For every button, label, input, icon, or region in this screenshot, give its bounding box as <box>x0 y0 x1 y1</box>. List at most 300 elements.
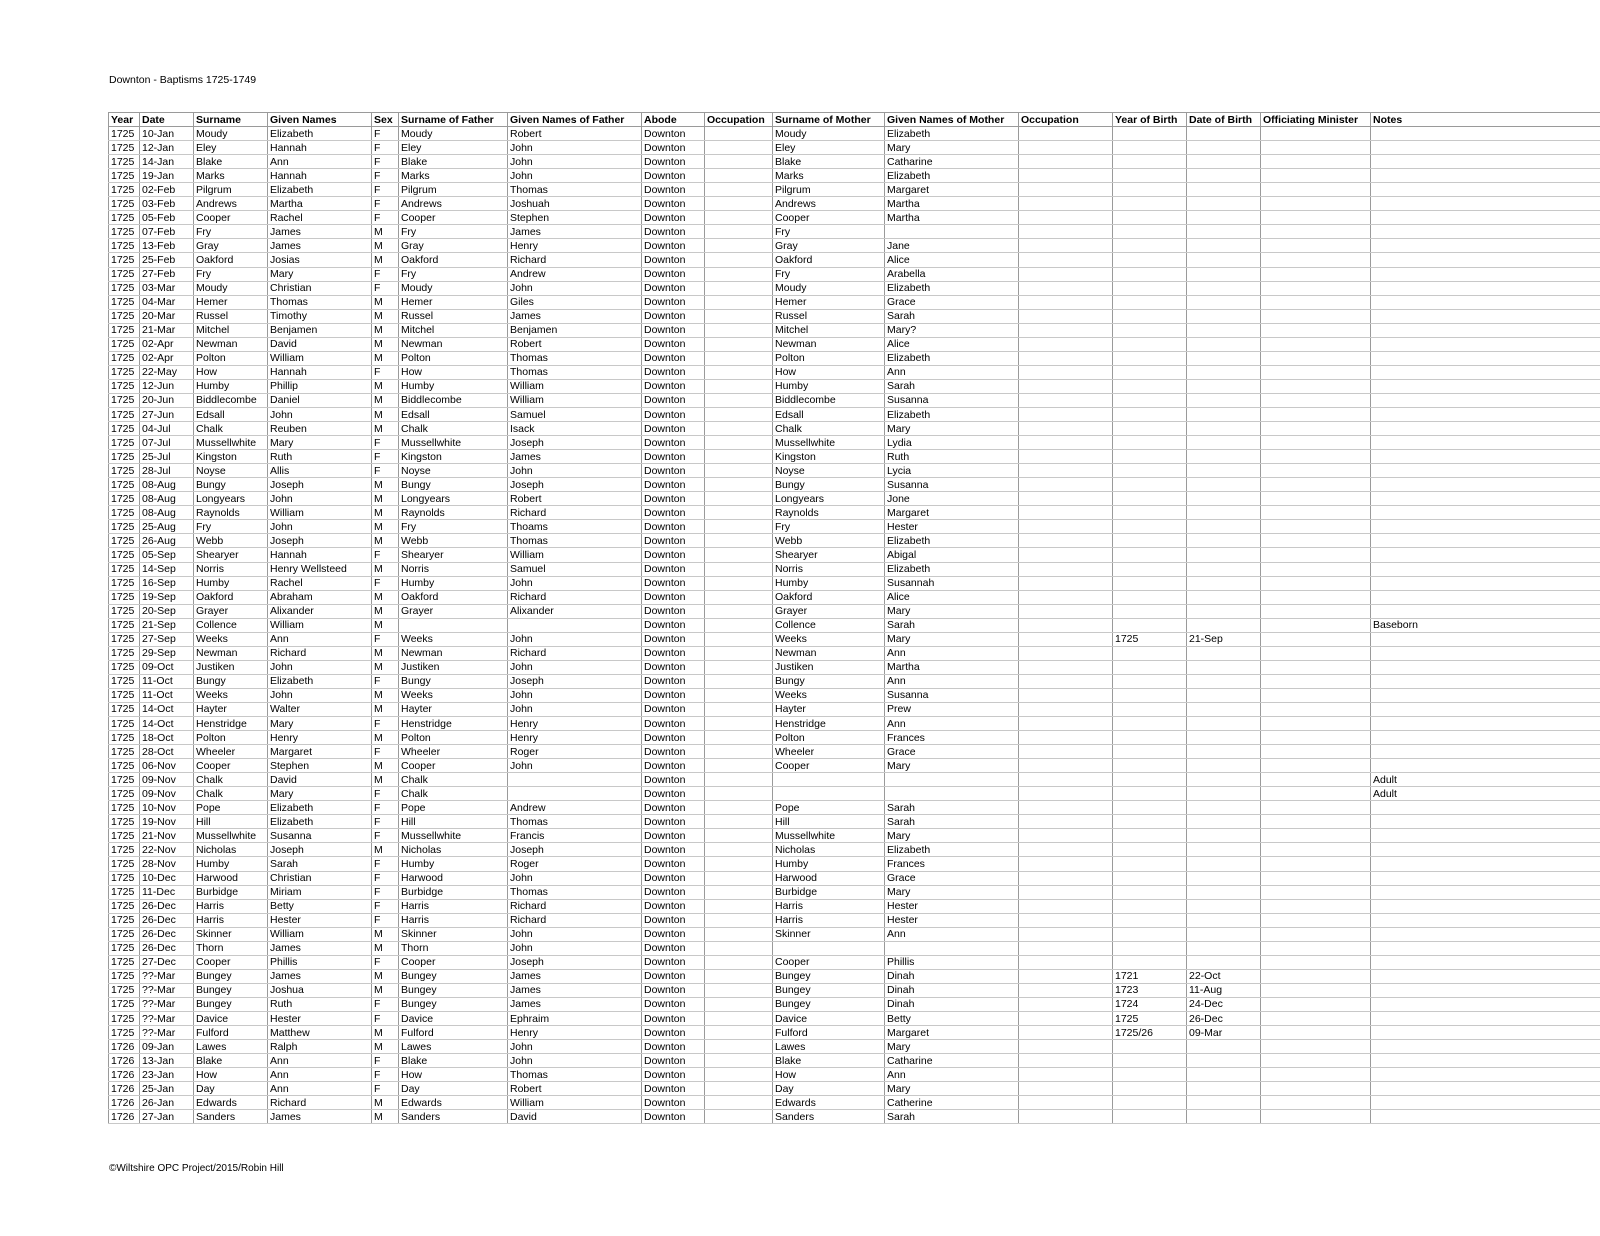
table-cell <box>1261 548 1371 562</box>
table-cell <box>1187 801 1261 815</box>
table-cell <box>1113 702 1187 716</box>
table-cell <box>1187 239 1261 253</box>
table-cell: Weeks <box>773 632 885 646</box>
table-cell <box>1261 843 1371 857</box>
table-cell: Downton <box>642 717 705 731</box>
table-row <box>109 759 1600 773</box>
table-cell: Fulford <box>773 1026 885 1040</box>
table-row <box>109 717 1600 731</box>
table-cell <box>705 337 773 351</box>
table-cell <box>1371 1054 1600 1068</box>
table-cell: Fry <box>194 225 268 239</box>
table-cell <box>1019 955 1113 969</box>
table-cell <box>1019 436 1113 450</box>
table-cell: F <box>372 801 399 815</box>
table-cell <box>1261 590 1371 604</box>
table-cell: Richard <box>508 646 642 660</box>
table-cell: Sanders <box>399 1110 508 1124</box>
table-cell: 1726 <box>109 1082 140 1096</box>
table-cell: Newman <box>399 646 508 660</box>
table-cell: Richard <box>508 590 642 604</box>
table-cell: Lawes <box>194 1040 268 1054</box>
table-cell: Joseph <box>508 478 642 492</box>
table-cell: Burbidge <box>773 885 885 899</box>
table-cell: Ann <box>885 646 1019 660</box>
table-cell: Downton <box>642 997 705 1011</box>
table-cell: Justiken <box>773 660 885 674</box>
table-cell <box>1019 548 1113 562</box>
table-cell <box>1187 478 1261 492</box>
table-cell <box>1113 478 1187 492</box>
table-cell: 16-Sep <box>140 576 194 590</box>
column-header: Year <box>109 113 140 127</box>
table-cell <box>1261 127 1371 141</box>
table-cell <box>1113 506 1187 520</box>
table-cell <box>705 169 773 183</box>
table-cell: Mitchel <box>399 323 508 337</box>
table-cell: Richard <box>508 253 642 267</box>
table-cell: Edwards <box>773 1096 885 1110</box>
table-cell: Richard <box>508 913 642 927</box>
table-cell <box>1261 801 1371 815</box>
table-cell: Hill <box>194 815 268 829</box>
table-cell: Newman <box>194 337 268 351</box>
table-cell: Hester <box>268 1012 372 1026</box>
table-cell: Elizabeth <box>268 183 372 197</box>
table-cell <box>1019 450 1113 464</box>
table-cell: Miriam <box>268 885 372 899</box>
table-cell: Joseph <box>508 674 642 688</box>
table-cell <box>1261 309 1371 323</box>
table-cell: 07-Feb <box>140 225 194 239</box>
table-cell: Collence <box>773 618 885 632</box>
table-cell: Walter <box>268 702 372 716</box>
table-cell: John <box>508 464 642 478</box>
column-header: Given Names of Father <box>508 113 642 127</box>
table-cell: James <box>508 983 642 997</box>
table-cell: Dinah <box>885 969 1019 983</box>
table-cell <box>1019 773 1113 787</box>
table-cell <box>1371 534 1600 548</box>
table-cell: Elizabeth <box>885 351 1019 365</box>
table-cell: Bungey <box>194 983 268 997</box>
table-cell <box>1371 393 1600 407</box>
table-cell: Benjamen <box>508 323 642 337</box>
table-cell: 1725 <box>109 717 140 731</box>
table-cell: Downton <box>642 337 705 351</box>
table-cell: M <box>372 478 399 492</box>
table-row <box>109 604 1600 618</box>
table-cell: Isack <box>508 422 642 436</box>
table-cell: 1725 <box>109 127 140 141</box>
table-row <box>109 646 1600 660</box>
table-cell: Norris <box>773 562 885 576</box>
table-cell <box>1261 983 1371 997</box>
table-cell <box>1113 590 1187 604</box>
table-cell: Dinah <box>885 997 1019 1011</box>
table-cell <box>1187 464 1261 478</box>
table-cell: Harwood <box>399 871 508 885</box>
table-cell: Noyse <box>399 464 508 478</box>
column-header: Occupation <box>1019 113 1113 127</box>
table-cell <box>1113 141 1187 155</box>
table-cell <box>705 1110 773 1124</box>
table-cell: Downton <box>642 1082 705 1096</box>
table-cell: Ralph <box>268 1040 372 1054</box>
table-cell <box>705 745 773 759</box>
table-cell <box>1187 253 1261 267</box>
table-cell: James <box>268 239 372 253</box>
table-row <box>109 323 1600 337</box>
table-cell <box>1187 618 1261 632</box>
table-cell: Andrews <box>773 197 885 211</box>
table-cell: M <box>372 492 399 506</box>
table-cell <box>1371 674 1600 688</box>
table-cell: 1725 <box>109 492 140 506</box>
table-cell <box>1187 492 1261 506</box>
table-cell: Hemer <box>399 295 508 309</box>
table-cell: Thomas <box>508 815 642 829</box>
table-cell: Downton <box>642 506 705 520</box>
table-cell: M <box>372 688 399 702</box>
table-cell: John <box>508 660 642 674</box>
table-cell: Eley <box>773 141 885 155</box>
table-cell <box>705 927 773 941</box>
table-cell <box>1019 815 1113 829</box>
table-cell: Pope <box>399 801 508 815</box>
table-cell: Hester <box>268 913 372 927</box>
table-cell: 1725 <box>109 773 140 787</box>
table-cell: Downton <box>642 1096 705 1110</box>
table-cell <box>1371 815 1600 829</box>
table-cell <box>1261 773 1371 787</box>
table-cell: Henry <box>268 731 372 745</box>
column-header: Given Names of Mother <box>885 113 1019 127</box>
table-cell: John <box>508 632 642 646</box>
table-cell: Fry <box>773 267 885 281</box>
table-cell <box>1187 857 1261 871</box>
table-cell <box>1371 492 1600 506</box>
table-cell: Downton <box>642 365 705 379</box>
table-cell: Mary? <box>885 323 1019 337</box>
table-cell: Sarah <box>268 857 372 871</box>
table-cell: M <box>372 422 399 436</box>
table-cell: Downton <box>642 660 705 674</box>
table-cell <box>705 436 773 450</box>
table-cell <box>1371 941 1600 955</box>
table-cell <box>1371 1082 1600 1096</box>
table-cell <box>1261 393 1371 407</box>
table-cell: F <box>372 365 399 379</box>
table-row <box>109 548 1600 562</box>
table-cell: John <box>508 141 642 155</box>
table-cell: Christian <box>268 871 372 885</box>
table-cell: 14-Sep <box>140 562 194 576</box>
table-cell: 1725 <box>109 941 140 955</box>
table-cell <box>705 885 773 899</box>
table-cell: Sarah <box>885 1110 1019 1124</box>
table-row <box>109 127 1600 141</box>
table-cell: F <box>372 885 399 899</box>
table-cell: F <box>372 1082 399 1096</box>
table-cell <box>508 773 642 787</box>
table-cell: James <box>508 450 642 464</box>
table-cell <box>1113 562 1187 576</box>
table-cell: 02-Apr <box>140 351 194 365</box>
table-cell <box>705 759 773 773</box>
table-cell: F <box>372 436 399 450</box>
table-cell: Grayer <box>399 604 508 618</box>
table-cell <box>1261 281 1371 295</box>
table-cell: Downton <box>642 211 705 225</box>
table-cell: Downton <box>642 492 705 506</box>
table-cell: 1725 <box>109 632 140 646</box>
table-cell: 13-Jan <box>140 1054 194 1068</box>
document-title: Downton - Baptisms 1725-1749 <box>109 74 257 86</box>
table-row <box>109 1068 1600 1082</box>
table-cell <box>1113 646 1187 660</box>
table-cell: M <box>372 1040 399 1054</box>
table-cell: F <box>372 169 399 183</box>
table-cell: Downton <box>642 141 705 155</box>
table-cell <box>705 464 773 478</box>
table-cell: Blake <box>194 1054 268 1068</box>
table-cell: Justiken <box>399 660 508 674</box>
table-cell <box>1371 717 1600 731</box>
table-cell: William <box>508 379 642 393</box>
table-cell: F <box>372 1068 399 1082</box>
table-cell: Jane <box>885 239 1019 253</box>
column-header: Surname of Father <box>399 113 508 127</box>
table-cell: F <box>372 127 399 141</box>
table-cell: Thomas <box>508 885 642 899</box>
table-cell: 14-Oct <box>140 717 194 731</box>
table-cell <box>1371 590 1600 604</box>
table-cell: Elizabeth <box>885 843 1019 857</box>
table-row <box>109 1012 1600 1026</box>
table-row <box>109 576 1600 590</box>
table-cell: 1725 <box>109 1012 140 1026</box>
table-cell <box>1113 787 1187 801</box>
table-cell <box>1187 267 1261 281</box>
table-cell <box>705 492 773 506</box>
table-cell: Grace <box>885 295 1019 309</box>
table-cell: Polton <box>399 351 508 365</box>
table-cell: Mary <box>268 717 372 731</box>
table-cell <box>705 618 773 632</box>
table-cell: Mary <box>885 759 1019 773</box>
table-cell: Mussellwhite <box>399 436 508 450</box>
table-cell: Richard <box>268 1096 372 1110</box>
table-cell: 28-Nov <box>140 857 194 871</box>
table-cell: 21-Nov <box>140 829 194 843</box>
table-cell: Downton <box>642 225 705 239</box>
table-cell: William <box>268 506 372 520</box>
table-cell <box>1187 197 1261 211</box>
table-cell <box>1113 871 1187 885</box>
table-cell <box>1371 1040 1600 1054</box>
table-cell: Susanna <box>885 688 1019 702</box>
table-cell <box>1019 801 1113 815</box>
table-cell: Downton <box>642 702 705 716</box>
table-cell: Stephen <box>268 759 372 773</box>
table-cell <box>705 155 773 169</box>
table-cell <box>1371 1026 1600 1040</box>
table-cell: Downton <box>642 155 705 169</box>
table-cell: How <box>399 1068 508 1082</box>
table-cell <box>1187 520 1261 534</box>
table-cell: Harris <box>773 899 885 913</box>
table-cell <box>705 197 773 211</box>
table-cell: Weeks <box>194 632 268 646</box>
table-cell: Lydia <box>885 436 1019 450</box>
table-cell: M <box>372 351 399 365</box>
table-cell: 25-Feb <box>140 253 194 267</box>
table-row <box>109 211 1600 225</box>
table-cell <box>1371 281 1600 295</box>
table-cell: Polton <box>194 351 268 365</box>
table-cell <box>885 941 1019 955</box>
table-cell: 04-Jul <box>140 422 194 436</box>
table-cell: Harris <box>194 913 268 927</box>
table-cell <box>1019 281 1113 295</box>
table-cell: Chalk <box>194 773 268 787</box>
table-cell <box>508 787 642 801</box>
table-cell <box>1113 422 1187 436</box>
table-cell: M <box>372 393 399 407</box>
table-cell <box>1371 183 1600 197</box>
table-cell <box>1261 478 1371 492</box>
table-cell: Kingston <box>399 450 508 464</box>
table-cell <box>1113 927 1187 941</box>
table-cell: 26-Dec <box>140 913 194 927</box>
table-row <box>109 337 1600 351</box>
table-cell <box>1019 309 1113 323</box>
table-cell: F <box>372 1012 399 1026</box>
table-cell <box>1019 141 1113 155</box>
table-cell: Noyse <box>194 464 268 478</box>
table-cell: John <box>508 871 642 885</box>
table-cell <box>1187 562 1261 576</box>
table-row <box>109 927 1600 941</box>
table-cell: Downton <box>642 688 705 702</box>
column-header: Officiating Minister <box>1261 113 1371 127</box>
table-row <box>109 492 1600 506</box>
table-cell: F <box>372 745 399 759</box>
table-row <box>109 478 1600 492</box>
table-cell <box>705 983 773 997</box>
table-cell <box>1113 183 1187 197</box>
table-cell: F <box>372 815 399 829</box>
table-cell: Hester <box>885 520 1019 534</box>
table-cell <box>1019 759 1113 773</box>
table-cell: Edwards <box>399 1096 508 1110</box>
table-cell <box>1261 969 1371 983</box>
table-row <box>109 787 1600 801</box>
table-cell: Ann <box>268 632 372 646</box>
table-cell: 1725 <box>109 885 140 899</box>
table-cell <box>1261 1082 1371 1096</box>
table-row <box>109 983 1600 997</box>
table-cell: Frances <box>885 731 1019 745</box>
table-cell: Joseph <box>508 843 642 857</box>
table-cell: Blake <box>399 1054 508 1068</box>
table-cell: M <box>372 323 399 337</box>
table-cell: 1725 <box>109 295 140 309</box>
table-cell <box>1261 913 1371 927</box>
table-cell <box>1371 913 1600 927</box>
table-row <box>109 267 1600 281</box>
table-cell <box>705 604 773 618</box>
table-cell: 1725 <box>109 618 140 632</box>
table-cell: Bungey <box>194 969 268 983</box>
table-cell: M <box>372 506 399 520</box>
table-cell: 20-Mar <box>140 309 194 323</box>
table-cell: Robert <box>508 337 642 351</box>
table-cell: John <box>268 520 372 534</box>
table-cell <box>1187 702 1261 716</box>
table-cell: M <box>372 843 399 857</box>
table-cell: 14-Jan <box>140 155 194 169</box>
table-cell: Rachel <box>268 576 372 590</box>
table-cell: Susanna <box>885 393 1019 407</box>
table-cell: Downton <box>642 464 705 478</box>
table-cell: Oakford <box>773 590 885 604</box>
table-cell: 19-Sep <box>140 590 194 604</box>
table-cell <box>1261 225 1371 239</box>
table-row <box>109 913 1600 927</box>
table-cell: Mary <box>885 885 1019 899</box>
column-header: Surname of Mother <box>773 113 885 127</box>
table-cell <box>1019 997 1113 1011</box>
table-cell <box>1113 618 1187 632</box>
table-cell <box>1113 857 1187 871</box>
table-cell: 1726 <box>109 1096 140 1110</box>
table-cell <box>705 843 773 857</box>
table-cell: Eley <box>194 141 268 155</box>
table-cell <box>1113 717 1187 731</box>
table-cell <box>1187 365 1261 379</box>
table-cell: 20-Sep <box>140 604 194 618</box>
table-cell <box>1261 1012 1371 1026</box>
table-cell: Nicholas <box>399 843 508 857</box>
table-cell <box>1371 604 1600 618</box>
table-row <box>109 955 1600 969</box>
table-cell: Roger <box>508 745 642 759</box>
table-cell <box>705 1096 773 1110</box>
table-cell <box>1113 759 1187 773</box>
table-cell <box>705 590 773 604</box>
table-cell <box>1113 1054 1187 1068</box>
table-cell <box>1371 295 1600 309</box>
table-cell: Shearyer <box>194 548 268 562</box>
table-cell: Sarah <box>885 618 1019 632</box>
table-cell: M <box>372 604 399 618</box>
table-cell <box>1371 365 1600 379</box>
table-cell <box>1113 407 1187 421</box>
table-cell: Davice <box>194 1012 268 1026</box>
table-cell <box>1371 211 1600 225</box>
table-cell: Raynolds <box>773 506 885 520</box>
table-cell: Downton <box>642 871 705 885</box>
column-header: Abode <box>642 113 705 127</box>
table-cell <box>1371 351 1600 365</box>
table-cell: Elizabeth <box>268 815 372 829</box>
table-row <box>109 997 1600 1011</box>
table-cell: Alice <box>885 337 1019 351</box>
table-cell <box>1371 688 1600 702</box>
table-cell: Downton <box>642 281 705 295</box>
